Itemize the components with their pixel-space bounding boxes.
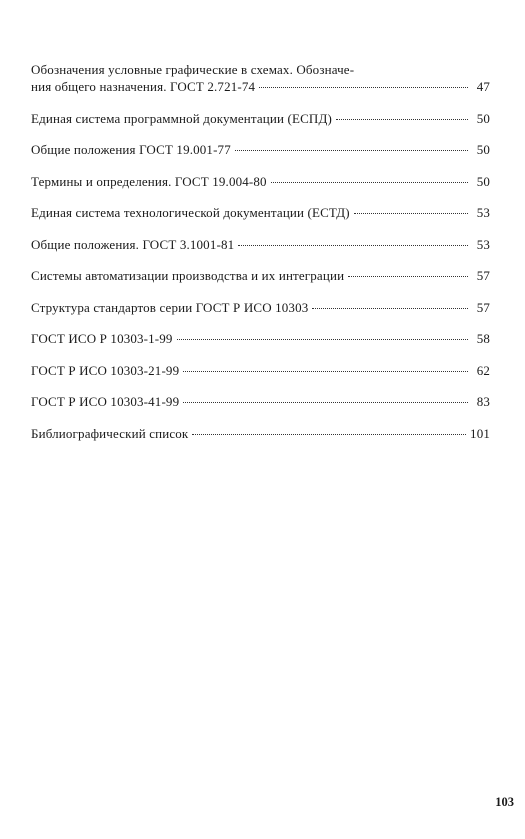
toc-entry-page: 101 [470, 425, 490, 441]
toc-entry-page: 57 [476, 268, 490, 283]
toc-entry [31, 110, 490, 127]
toc-entry-title: Библиографический список [31, 425, 189, 441]
dot-leader [354, 213, 468, 214]
toc-entry-page: 50 [476, 173, 490, 189]
toc-entry-page: 57 [476, 299, 490, 315]
dot-leader [271, 182, 468, 183]
dot-leader [177, 339, 468, 340]
toc-entry [31, 236, 490, 253]
toc-entry-title: ГОСТ Р ИСО 10303-21-99 [31, 362, 180, 378]
toc-entry-page: 47 [476, 79, 490, 94]
toc-entry [31, 362, 490, 379]
toc-entry-page: 62 [476, 362, 490, 378]
dot-leader [259, 87, 468, 88]
toc-entry-title: Структура стандартов серии ГОСТ Р ИСО 10303 [31, 299, 309, 315]
dot-leader [183, 402, 468, 403]
dot-leader [348, 276, 468, 277]
toc-entry [31, 204, 490, 221]
toc-entry-title: Термины и определения. ГОСТ 19.004-80 [31, 173, 267, 189]
toc-entry-page: 50 [476, 142, 490, 157]
toc-entry-title: Общие положения. ГОСТ 3.1001-81 [31, 236, 235, 252]
dot-leader [312, 308, 468, 309]
toc-entry [31, 267, 490, 284]
dot-leader [192, 434, 466, 435]
toc-entry [31, 299, 490, 316]
toc-entry-title-line1: Обозначения условные графические в схемах. Обозначе- [31, 62, 355, 77]
toc-entry-page: 58 [476, 331, 490, 346]
dot-leader [336, 119, 468, 120]
toc-entry [31, 173, 490, 190]
page-number: 103 [495, 795, 514, 809]
toc-entry-page: 53 [476, 205, 490, 220]
toc-entry-title: Системы автоматизации производства и их интеграции [31, 268, 345, 283]
toc-entry [31, 141, 490, 158]
dot-leader [238, 245, 468, 246]
dot-leader [183, 371, 468, 372]
toc-entry-title: Единая система технологической документации (ЕСТД) [31, 205, 350, 220]
toc-entry-title: ГОСТ Р ИСО 10303-41-99 [31, 394, 180, 409]
table-of-contents [31, 61, 490, 456]
toc-entry [31, 330, 490, 347]
toc-entry-title: ния общего назначения. ГОСТ 2.721-74 [31, 79, 256, 94]
toc-entry-page: 50 [476, 110, 490, 126]
toc-entry-title: ГОСТ ИСО Р 10303-1-99 [31, 331, 173, 346]
dot-leader [235, 150, 468, 151]
toc-entry-title: Единая система программной документации (ЕСПД) [31, 110, 332, 126]
toc-entry [31, 61, 490, 95]
toc-entry-page: 53 [476, 236, 490, 252]
toc-entry-page: 83 [476, 394, 490, 409]
toc-entry-title: Общие положения ГОСТ 19.001-77 [31, 142, 231, 157]
toc-entry [31, 425, 490, 442]
toc-entry [31, 393, 490, 410]
